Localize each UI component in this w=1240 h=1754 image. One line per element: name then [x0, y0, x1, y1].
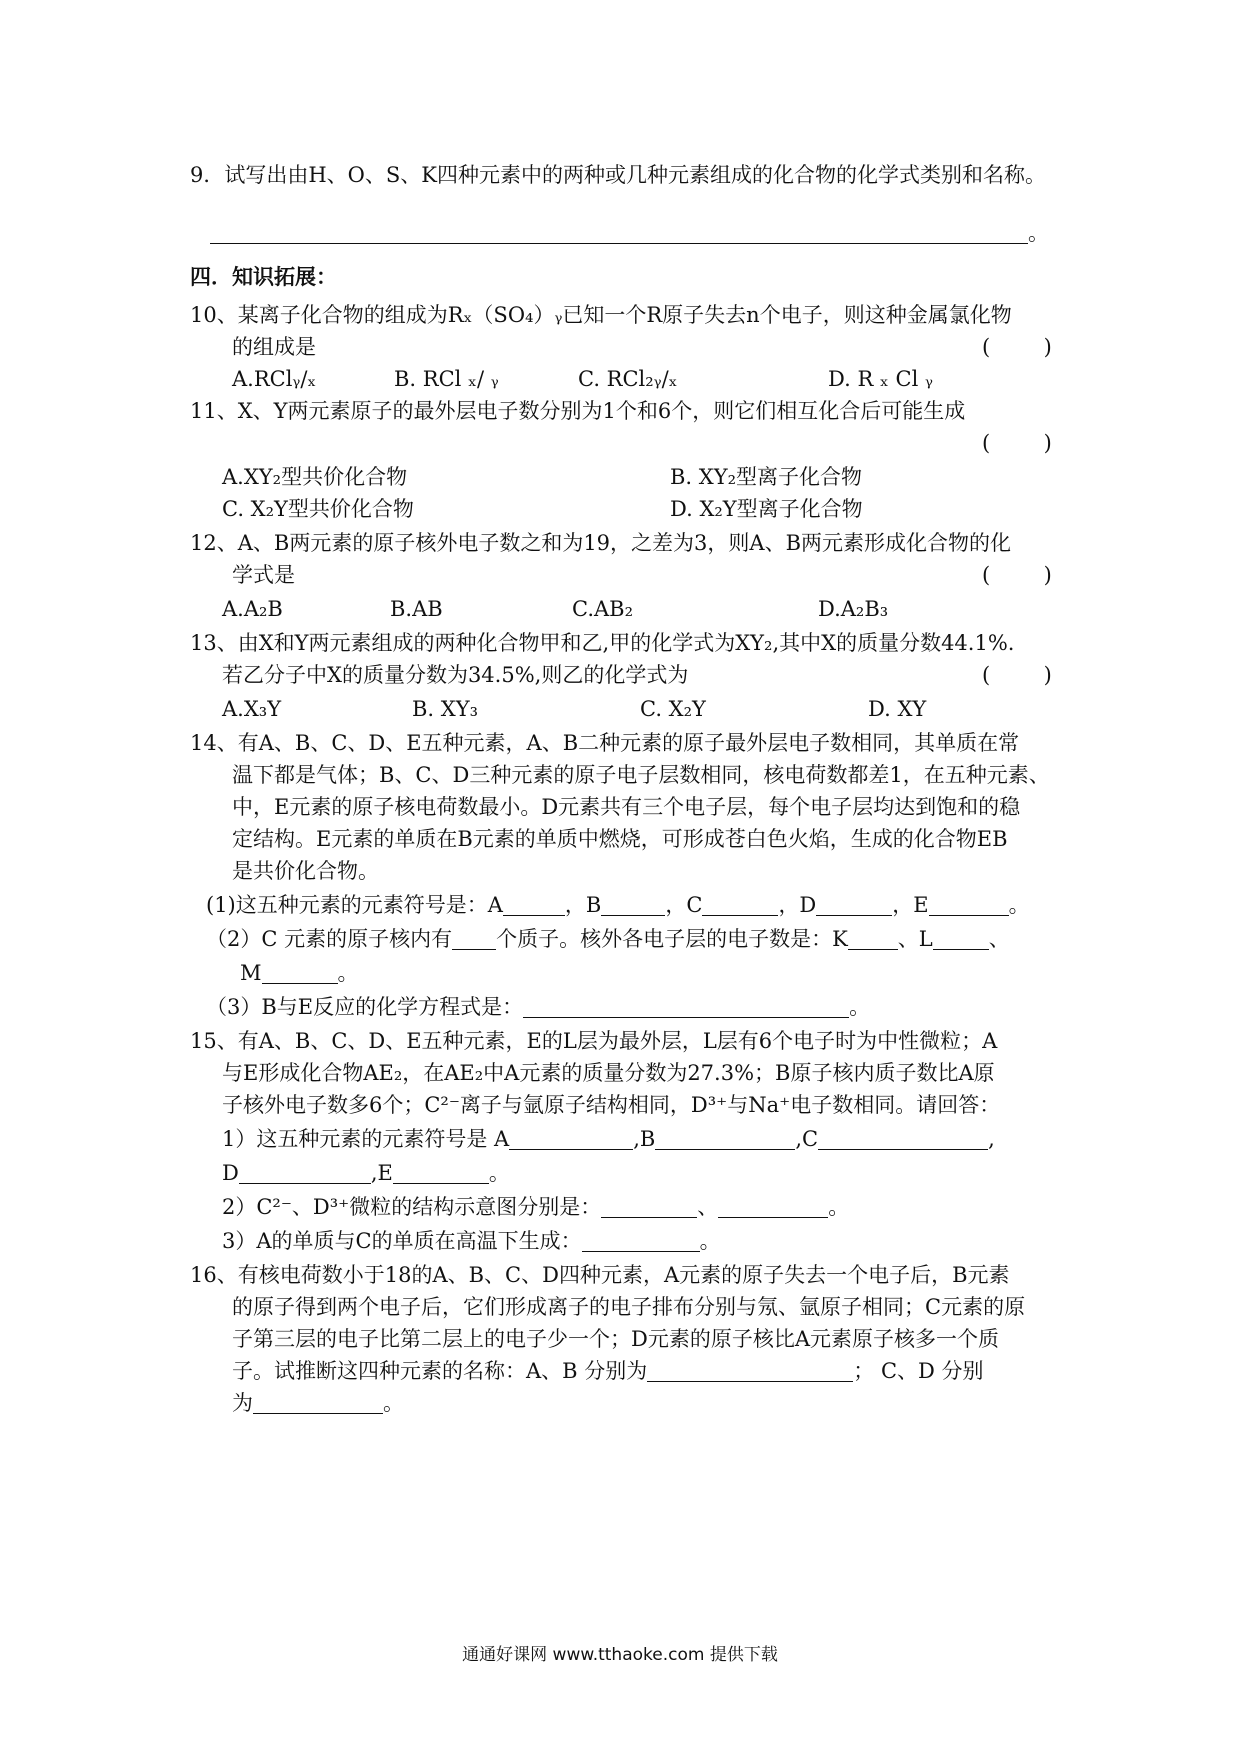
blank [503, 893, 565, 916]
option-a: A.A₂B [222, 597, 283, 621]
option-d: D. R ₓ Cl ᵧ [828, 367, 933, 391]
answer-parenthesis: ( ) [982, 563, 1052, 587]
section-title: 四．知识拓展： [190, 264, 337, 289]
question-14-text: 14、有A、B、C、D、E五种元素，A、B二种元素的原子最外层电子数相同，其单质在常 [190, 731, 1020, 755]
question-14-sub3: （3）B与E反应的化学方程式是： 。 [206, 995, 871, 1019]
answer-parenthesis: ( ) [982, 431, 1052, 455]
blank [393, 1161, 489, 1184]
question-12-text: 12、A、B两元素的原子核外电子数之和为19，之差为3，则A、B两元素形成化合物的化 [190, 531, 1011, 555]
blank [253, 1391, 383, 1414]
option-b: B.AB [390, 597, 443, 621]
blank [702, 893, 778, 916]
blank [933, 927, 989, 950]
question-10-text: 的组成是 [232, 335, 316, 359]
question-11-text: 11、X、Y两元素原子的最外层电子数分别为1个和6个，则它们相互化合后可能生成 [190, 399, 966, 423]
question-16-text: 子第三层的电子比第二层上的电子少一个；D元素的原子核比A元素原子核多一个质 [232, 1327, 999, 1351]
option-a: A.RClᵧ/ₓ [232, 367, 317, 391]
option-c: C.AB₂ [572, 597, 634, 621]
question-14-text: 温下都是气体；B、C、D三种元素的原子电子层数相同，核电荷数都差1，在五种元素、 [232, 763, 1050, 787]
option-a: A.X₃Y [222, 697, 282, 721]
question-16-text: 的原子得到两个电子后，它们形成离子的电子排布分别与氖、氩原子相同；C元素的原 [232, 1295, 1026, 1319]
question-15-text: 与E形成化合物AE₂，在AE₂中A元素的质量分数为27.3%；B原子核内质子数比A原 [222, 1061, 995, 1085]
blank [582, 1229, 700, 1252]
question-14-text: 中，E元素的原子核电荷数最小。D元素共有三个电子层，每个电子层均达到饱和的稳 [232, 795, 1021, 819]
blank [210, 221, 1028, 244]
question-16-line4: 子。试推断这四种元素的名称：A、B 分别为 ； C、D 分别 [232, 1359, 984, 1383]
question-9-answer-line: 。 [210, 218, 1049, 248]
question-14-sub2-cont: M 。 [240, 961, 359, 985]
question-16-line5: 为 。 [232, 1391, 404, 1415]
question-14-text: 是共价化合物。 [232, 859, 379, 883]
question-15-sub1: 1）这五种元素的元素符号是 A ,B ,C , [222, 1127, 995, 1151]
question-16-text: 16、有核电荷数小于18的A、B、C、D四种元素，A元素的原子失去一个电子后，B元素 [190, 1263, 1010, 1287]
blank [655, 1127, 795, 1150]
answer-parenthesis: ( ) [982, 335, 1052, 359]
option-d: D. X₂Y型离子化合物 [670, 497, 863, 521]
option-b: B. XY₂型离子化合物 [670, 465, 863, 489]
option-c: C. X₂Y [640, 697, 706, 721]
blank [239, 1161, 371, 1184]
blank [601, 893, 665, 916]
question-9-text: 9．试写出由H、O、S、K四种元素中的两种或几种元素组成的化合物的化学式类别和名称。 [190, 163, 1046, 187]
question-15-sub1-cont: D ,E 。 [222, 1161, 510, 1185]
question-15-sub2: 2）C²⁻、D³⁺微粒的结构示意图分别是： 、 。 [222, 1195, 850, 1219]
answer-parenthesis: ( ) [982, 663, 1052, 687]
blank [848, 927, 898, 950]
question-14-sub2: （2）C 元素的原子核内有 个质子。核外各电子层的电子数是：K 、L 、 [206, 927, 1010, 951]
blank [929, 893, 1009, 916]
blank [523, 995, 849, 1018]
blank [818, 1127, 988, 1150]
question-13-text: 13、由X和Y两元素组成的两种化合物甲和乙,甲的化学式为XY₂,其中X的质量分数44.1%. [190, 631, 1015, 655]
option-c: C. RCl₂ᵧ/ₓ [578, 367, 678, 391]
blank [718, 1195, 828, 1218]
question-15-sub3: 3）A的单质与C的单质在高温下生成： 。 [222, 1229, 721, 1253]
option-a: A.XY₂型共价化合物 [222, 465, 408, 489]
option-b: B. RCl ₓ/ ᵧ [394, 367, 499, 391]
question-14-text: 定结构。E元素的单质在B元素的单质中燃烧，可形成苍白色火焰，生成的化合物EB [232, 827, 1008, 851]
question-10-text: 10、某离子化合物的组成为Rₓ（SO₄）ᵧ已知一个R原子失去n个电子，则这种金属氯化物 [190, 303, 1012, 327]
question-12-text: 学式是 [232, 563, 295, 587]
blank [262, 961, 338, 984]
blank [647, 1359, 853, 1382]
option-b: B. XY₃ [412, 697, 479, 721]
footer-source: 通通好课网 www.tthaoke.com 提供下载 [462, 1645, 778, 1665]
question-13-text: 若乙分子中X的质量分数为34.5%,则乙的化学式为 [222, 663, 689, 687]
blank [509, 1127, 633, 1150]
question-15-text: 子核外电子数多6个；C²⁻离子与氩原子结构相同，D³⁺与Na⁺电子数相同。请回答： [222, 1093, 1001, 1117]
question-14-sub1: (1)这五种元素的元素符号是：A ，B ，C ，D ，E 。 [206, 893, 1030, 917]
question-15-text: 15、有A、B、C、D、E五种元素，E的L层为最外层，L层有6个电子时为中性微粒；A [190, 1029, 998, 1053]
option-d: D. XY [868, 697, 927, 721]
blank [452, 927, 496, 950]
option-c: C. X₂Y型共价化合物 [222, 497, 414, 521]
blank [601, 1195, 697, 1218]
option-d: D.A₂B₃ [818, 597, 889, 621]
blank [816, 893, 892, 916]
